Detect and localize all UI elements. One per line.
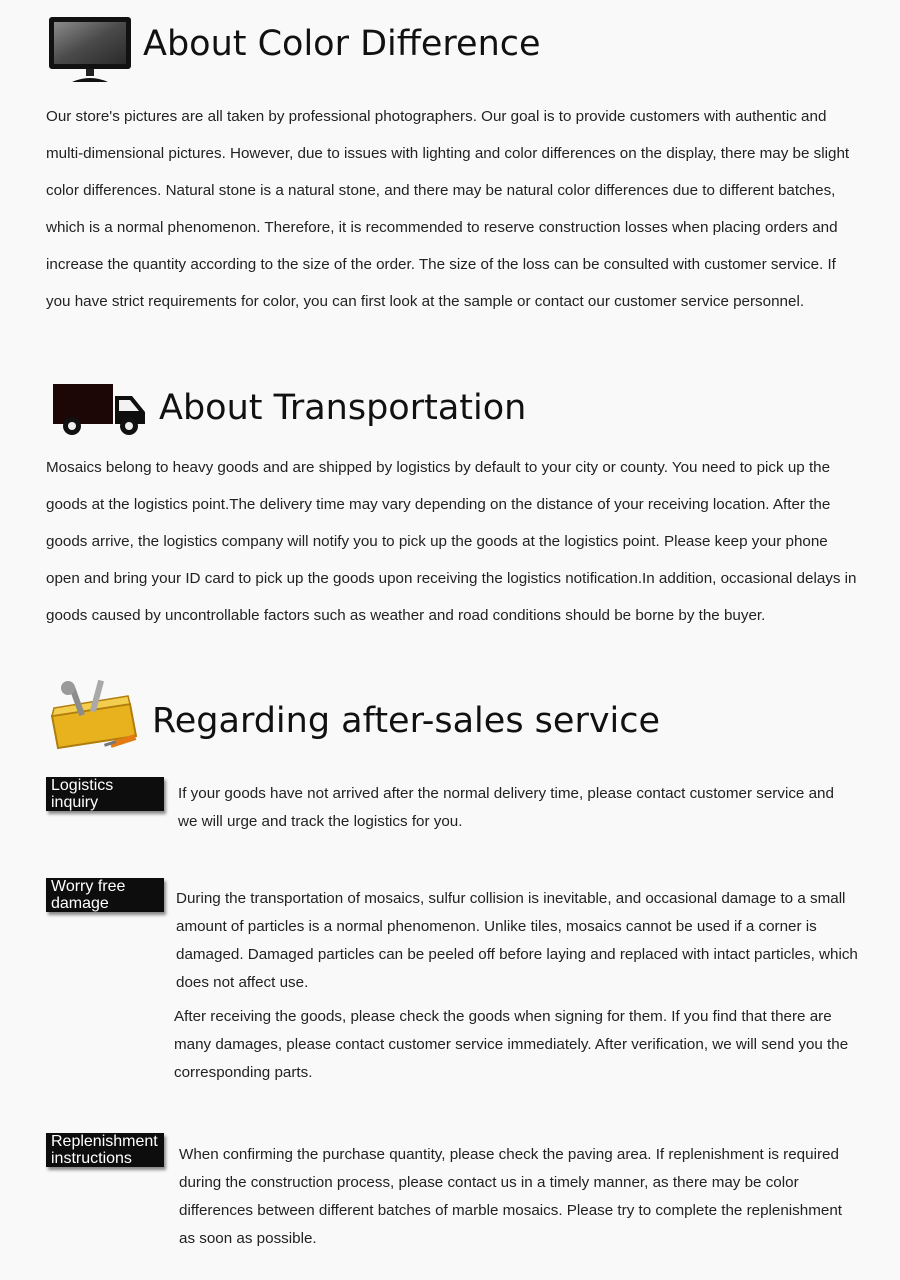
section-title-after-sales: Regarding after-sales service	[152, 701, 661, 741]
damage-text-2: After receiving the goods, please check the goods when signing for them. If you find that there are many damages, please contact customer service immediately. After verification, we will send you the corresponding parts.	[174, 1008, 849, 1081]
toolbox-icon	[46, 676, 146, 756]
truck-icon	[52, 382, 148, 438]
replenishment-text: When confirming the purchase quantity, please check the paving area. If replenishment is required during the construction process, please contact us in a timely manner, as there may be color differences between different batches of marble mosaics. Please try to complete the replenishment as soon as possible.	[179, 1146, 842, 1247]
section-title-color: About Color Difference	[143, 24, 541, 64]
label-worry-free-damage: Worry free damage	[46, 878, 164, 912]
color-paragraph: Our store's pictures are all taken by professional photographers. Our goal is to provide customers with authentic and multi-dimensional pictures. However, due to issues with lighting and color differences on the display, there may be slight color differences. Natural stone is a natural stone, and there may be natural color differences due to different batches, which is a normal phenomenon. Therefore, it is recommended to reserve construction losses when placing orders and increase the quantity according to the size of the order. The size of the loss can be consulted with customer service. If you have strict requirements for color, you can first look at the sample or contact our customer service personnel.	[46, 108, 850, 310]
label-replenishment-instructions: Replenishment instructions	[46, 1133, 164, 1167]
section-title-transport: About Transportation	[159, 388, 527, 428]
monitor-icon	[48, 16, 132, 84]
logistics-inquiry-text: If your goods have not arrived after the normal delivery time, please contact customer service and we will urge and track the logistics for you.	[178, 785, 834, 830]
transport-paragraph: Mosaics belong to heavy goods and are shipped by logistics by default to your city or county. You need to pick up the goods at the logistics point.The delivery time may vary depending on the distance of your receiving location. After the goods arrive, the logistics company will notify you to pick up the goods at the logistics point. Please keep your phone open and bring your ID card to pick up the goods upon receiving the logistics notification.In addition, occasional delays in goods caused by uncontrollable factors such as weather and road conditions should be borne by the buyer.	[46, 459, 857, 624]
damage-text: During the transportation of mosaics, sulfur collision is inevitable, and occasional damage to a small amount of particles is a normal phenomenon. Unlike tiles, mosaics cannot be used if a corner is damaged. Damaged particles can be peeled off before laying and replaced with intact particles, which does not affect use.	[176, 890, 858, 991]
label-logistics-inquiry: Logistics inquiry	[46, 777, 164, 811]
